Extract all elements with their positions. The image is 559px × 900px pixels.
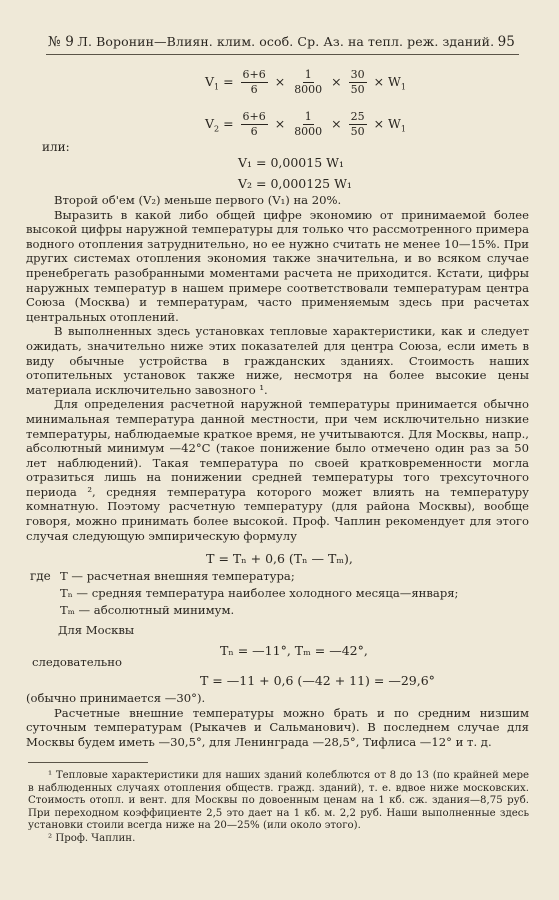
result-v1: V₁ = 0,00015 W₁	[238, 155, 344, 170]
definition-tm: Tₘ — абсолютный минимум.	[60, 603, 235, 617]
v1-lhs: V	[205, 74, 215, 89]
body-text-block-1	[26, 193, 529, 543]
v2-f1-num: 6+6	[242, 110, 266, 123]
v1-fraction-1	[241, 68, 268, 97]
paragraph-3: В выполненных здесь установках тепловые характеристики, как и следует ожидать, значительно ниже этих показателей для центра Союза, если иметь в виду обычные устройства в гражданских зданиях. Стоимость наших отопительных установок также ниже, несмотря на более высокие цены материала исключительно завозного ¹.	[26, 324, 529, 397]
equation-result: T = —11 + 0,6 (—42 + 11) = —29,6°	[200, 673, 435, 688]
footnote-rule	[28, 762, 148, 763]
v2-fraction-2	[292, 110, 324, 139]
v1-fraction-2	[292, 68, 324, 97]
v1-f2-den: 8000	[294, 83, 323, 96]
v2-f1-den: 6	[250, 125, 258, 138]
or-label: или:	[42, 140, 70, 154]
v2-f2-num: 1	[304, 110, 312, 123]
v2-fraction-3	[349, 110, 367, 139]
equation-moscow: Tₙ = —11°, Tₘ = —42°,	[220, 643, 368, 658]
v2-fraction-1	[241, 110, 268, 139]
v1-f3-num: 30	[350, 68, 365, 81]
running-header	[48, 34, 515, 50]
v1-f2-num: 1	[304, 68, 312, 81]
result-v2: V₂ = 0,000125 W₁	[238, 176, 352, 191]
formula-v2: $V_2$ = $\frac{6+6}{6}$ × $\frac{1}{8000}$ × $\frac{25}{50}$ × $W_1$	[205, 110, 406, 138]
v2-f3-num: 25	[350, 110, 365, 123]
page-number: 95	[497, 34, 515, 50]
paragraph-2: Выразить в какой либо общей цифре экономию от принимаемой более высокой цифры наружной температуры для только что рассмотренного примера водного отопления затруднительно, но ее нужно считать не менее 10—15%. При других системах отопления экономия также значительна, и во всяком случае пренебрегать разобранными моментами расчета не приходится. Кстати, цифры наружных температур в нашем примере соответствовали температурам центра Союза (Москва) и температурам, часто применяемым здесь при расчетах центральных отоплений.	[26, 207, 529, 324]
v1-f1-den: 6	[250, 83, 258, 96]
moscow-label: Для Москвы	[58, 623, 135, 637]
footnotes	[28, 770, 529, 846]
formula-v1: $V_1$ = $\frac{6+6}{6}$ × $\frac{1}{8000}$ × $\frac{30}{50}$ × $W_1$	[205, 68, 406, 96]
v1-tail: × W	[373, 74, 401, 89]
definition-t: T — расчетная внешняя температура;	[60, 569, 295, 583]
definition-tn: Tₙ — средняя температура наиболее холодного месяца—января;	[60, 586, 459, 600]
v2-f3-den: 50	[350, 125, 365, 138]
paragraph-5: Расчетные внешние температуры можно брать и по средним низшим суточным температурам (Рыкачев и Сальманович). В последнем случае для Москвы будем иметь —30,5°, для Ленинграда —28,5°, Тифлиса —12° и т. д.	[26, 705, 529, 749]
v2-lhs: V	[205, 116, 215, 131]
v2-sub: 2	[214, 124, 220, 134]
body-text-block-2	[26, 691, 529, 749]
where-label: где	[30, 569, 51, 583]
v1-f1-num: 6+6	[242, 68, 266, 81]
v2-tail-sub: 1	[400, 124, 406, 134]
header-rule	[46, 54, 519, 55]
equation-main: T = Tₙ + 0,6 (Tₙ — Tₘ),	[206, 551, 353, 566]
v1-fraction-3	[349, 68, 367, 97]
issue-number: № 9	[48, 34, 74, 50]
footnote-2: ² Проф. Чаплин.	[48, 832, 136, 844]
v2-tail: × W	[373, 116, 401, 131]
footnote-1: ¹ Тепловые характеристики для наших зданий колеблются от 8 до 13 (по крайней мере в наблюденных случаях отопления обществ. гражд. зданий), т. е. вдвое ниже московских. Стоимость отопл. и вент. для Москвы по довоенным ценам на 1 кб. сж. здания—8,75 руб. При переходном коэффициенте 2,5 это дает на 1 кб. м. 2,2 руб. Наши выполненные здесь установки стоили всегда ниже на 20—25% (или около этого).	[28, 770, 529, 832]
v1-tail-sub: 1	[400, 82, 406, 92]
usual-note: (обычно принимается —30°).	[26, 691, 206, 705]
paragraph-4: Для определения расчетной наружной температуры принимается обычно минимальная температура данной местности, при чем исключительно низкие температуры, наблюдаемые краткое время, не учитываются. Для Москвы, напр., абсолютный минимум —42°С (такое понижение было отмечено один раз за 50 лет наблюдений). Такая температура по своей кратковременности могла отразиться лишь на понижении средней температуры того трехсуточного периода ², средняя температура которого может влиять на температуру комнатную. Поэтому расчетную температуру (для района Москвы), вообще говоря, можно принимать более высокой. Проф. Чаплин рекомендует для этого случая следующую эмпирическую формулу	[26, 397, 529, 543]
hence-label: следовательно	[32, 655, 122, 669]
running-title: Л. Воронин—Влиян. клим. особ. Ср. Аз. на тепл. реж. зданий.	[77, 34, 495, 49]
v1-f3-den: 50	[350, 83, 365, 96]
v1-sub: 1	[214, 82, 220, 92]
paragraph-1: Второй об'ем (V₂) меньше первого (V₁) на 20%.	[54, 193, 342, 207]
v2-f2-den: 8000	[294, 125, 323, 138]
